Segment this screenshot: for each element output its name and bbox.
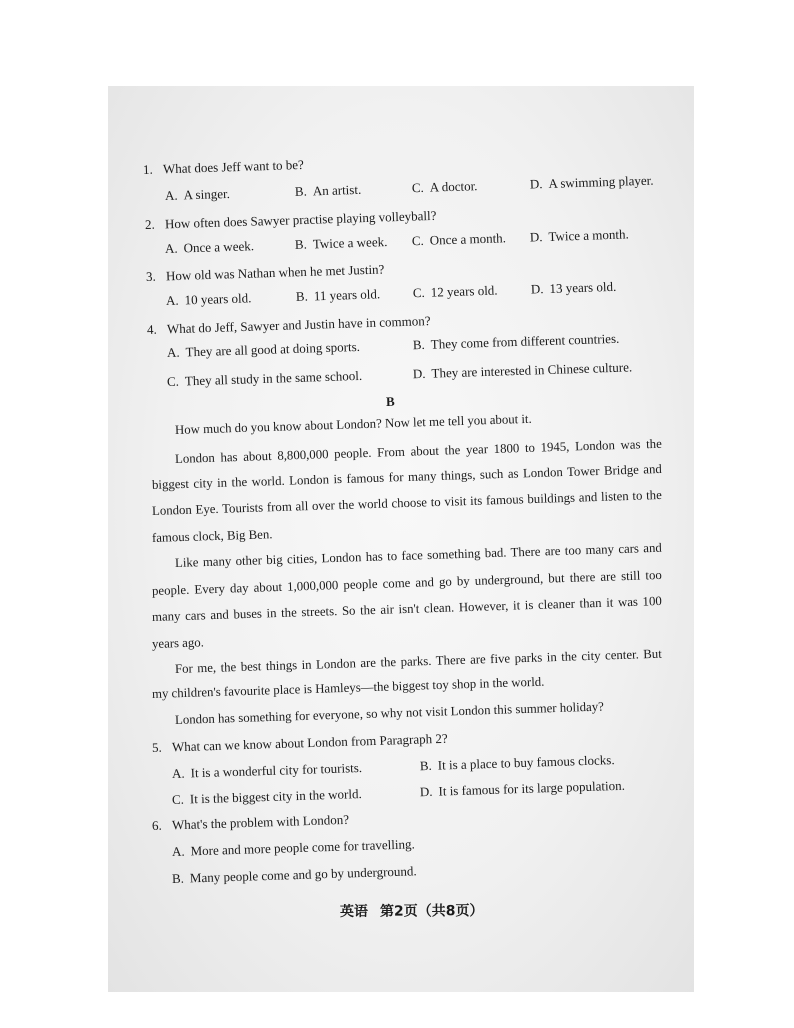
passage-line: people. Every day about 1,000,000 people come and go by underground, but there are still too xyxy=(151,567,662,598)
option-c xyxy=(412,177,478,197)
option-letter: C. xyxy=(171,791,185,807)
question-5-options-row-1 xyxy=(171,752,615,783)
option-letter: C. xyxy=(412,284,426,301)
option-text: It is a wonderful city for tourists. xyxy=(190,760,363,781)
footer-subject: 英语 xyxy=(339,903,369,920)
option-text: Once a week. xyxy=(183,238,255,256)
question-number: 2. xyxy=(144,216,155,232)
option-text: More and more people come for travelling. xyxy=(190,836,415,859)
page-footer xyxy=(340,902,484,921)
passage-line: London Eye. Tourists from all over the world choose to visit its famous buildings and listen to the xyxy=(151,487,662,518)
option-d xyxy=(531,278,617,299)
option-d xyxy=(530,225,629,246)
option-letter: A. xyxy=(164,240,178,256)
passage-line: famous clock, Big Ben. xyxy=(151,527,273,545)
option-text: 13 years old. xyxy=(549,278,617,296)
question-number: 4. xyxy=(146,321,157,337)
question-stem: What do Jeff, Sawyer and Justin have in common? xyxy=(166,313,431,337)
option-text: They all study in the same school. xyxy=(184,367,363,389)
option-text: They are all good at doing sports. xyxy=(185,338,361,360)
question-stem: What can we know about London from Paragraph 2? xyxy=(171,730,448,755)
option-b xyxy=(295,181,362,201)
passage-line: years ago. xyxy=(151,635,205,651)
option-text: They are interested in Chinese culture. xyxy=(431,359,633,381)
question-number: 3. xyxy=(145,268,156,284)
question-number: 1. xyxy=(142,161,153,177)
option-a xyxy=(166,289,252,310)
option-letter: D. xyxy=(529,176,543,192)
option-letter: C. xyxy=(411,179,425,196)
question-stem: What does Jeff want to be? xyxy=(162,156,305,177)
option-text: 11 years old. xyxy=(313,286,381,304)
option-text: A singer. xyxy=(183,185,231,203)
option-letter: B. xyxy=(294,236,308,252)
question-number: 6. xyxy=(151,817,162,833)
option-text: It is famous for its large population. xyxy=(438,777,626,799)
option-text: It is a place to buy famous clocks. xyxy=(437,752,615,773)
passage-line: Like many other big cities, London has to face something bad. There are too many cars and xyxy=(174,540,662,570)
passage-line: How much do you know about London? Now let me tell you about it. xyxy=(174,411,532,437)
option-b xyxy=(295,233,388,254)
question-2-options xyxy=(164,226,629,258)
option-text: Once a month. xyxy=(429,230,507,248)
option-text: A swimming player. xyxy=(548,172,654,191)
question-stem: How often does Sawyer practise playing volleyball? xyxy=(164,207,437,232)
option-text: It is the biggest city in the world. xyxy=(189,786,362,807)
option-letter: D. xyxy=(412,365,426,382)
question-stem: How old was Nathan when he met Justin? xyxy=(165,261,385,284)
option-text: Twice a week. xyxy=(312,234,388,252)
question-3-options xyxy=(165,278,617,310)
passage-line: For me, the best things in London are the parks. There are five parks in the city center. But xyxy=(174,646,662,676)
passage-line: many cars and buses in the streets. So the air isn't clean. However, it is cleaner than it was 100 xyxy=(151,593,662,624)
option-letter: C. xyxy=(166,373,180,389)
option-b xyxy=(296,285,381,306)
option-letter: A. xyxy=(165,292,179,308)
option-letter: B. xyxy=(412,336,426,353)
option-letter: D. xyxy=(530,281,544,297)
option-letter: B. xyxy=(295,288,309,304)
option-a xyxy=(165,237,255,258)
question-4-options-row-1 xyxy=(166,330,620,362)
option-text: An artist. xyxy=(312,181,362,199)
section-heading: B xyxy=(385,393,395,409)
question-number: 5. xyxy=(151,739,162,755)
option-letter: B. xyxy=(171,870,185,886)
passage-line: London has about 8,800,000 people. From about the year 1800 to 1945, London was the xyxy=(174,436,662,466)
option-a xyxy=(165,185,230,205)
option-text: Many people come and go by underground. xyxy=(189,863,417,886)
question-5-options-row-2 xyxy=(171,777,626,809)
passage-line: London has something for everyone, so why not visit London this summer holiday? xyxy=(174,699,605,727)
option-text: 10 years old. xyxy=(184,290,252,308)
question-4-options-row-2 xyxy=(166,359,633,391)
option-text: A doctor. xyxy=(429,178,478,195)
question-stem: What's the problem with London? xyxy=(171,811,350,833)
option-letter: A. xyxy=(171,843,185,859)
option-letter: D. xyxy=(419,783,433,800)
option-letter: A. xyxy=(171,765,185,781)
option-text: 12 years old. xyxy=(430,282,498,300)
option-letter: D. xyxy=(529,229,543,245)
option-letter: B. xyxy=(294,183,308,199)
option-text: Twice a month. xyxy=(548,226,629,244)
footer-page-number: 第2页（共8页） xyxy=(379,902,484,920)
passage-line: biggest city in the world. London is famous for many things, such as London Tower Bridge and xyxy=(151,461,662,492)
option-letter: A. xyxy=(166,344,180,360)
option-letter: C. xyxy=(411,232,425,249)
question-1-options xyxy=(164,172,654,205)
passage-line: my children's favourite place is Hamleys—the biggest toy shop in the world. xyxy=(151,674,545,701)
option-letter: A. xyxy=(164,187,178,203)
option-c xyxy=(413,282,498,303)
option-letter: B. xyxy=(419,757,433,774)
option-c xyxy=(412,229,507,250)
option-text: They come from different countries. xyxy=(430,330,620,352)
